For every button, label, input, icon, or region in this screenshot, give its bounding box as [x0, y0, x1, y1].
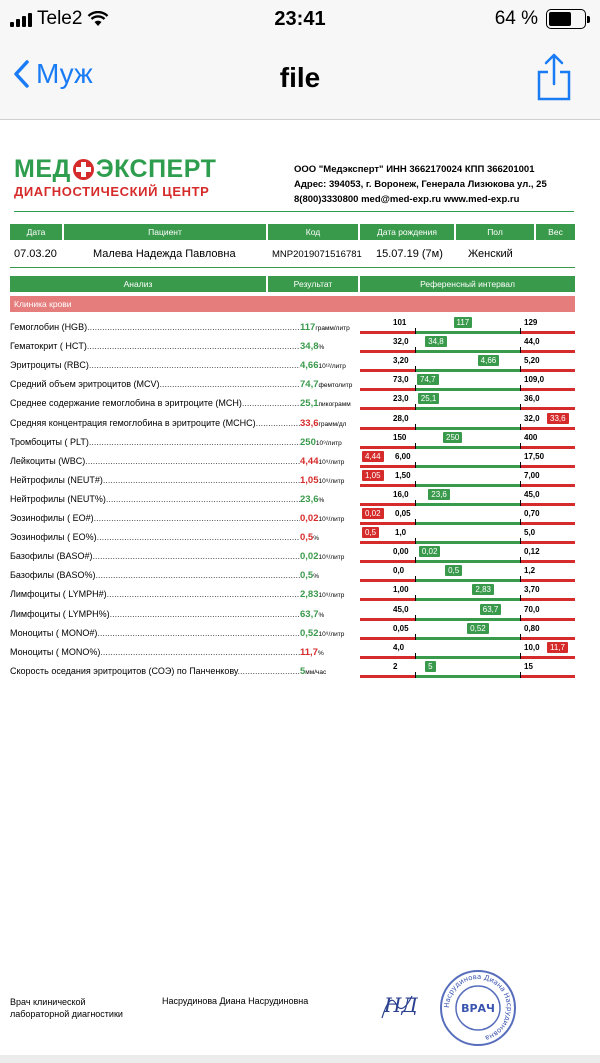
carrier-name: Tele2: [37, 8, 83, 29]
company-info: ООО "Медэксперт" ИНН 3662170024 КПП 366201001 Адрес: 394053, г. Воронеж, Генерала Лизюкова ул., 25 8(800)3330800 med@med-exp.ru www.med-exp.ru: [294, 164, 547, 205]
result-marker: 5: [425, 661, 435, 672]
result-value: 0,0210⁹/литр: [300, 551, 345, 563]
normal-range-bar: [415, 350, 520, 353]
result-value: 2,8310⁹/литр: [300, 589, 345, 601]
reference-high: 5,0: [524, 528, 536, 538]
result-value: 117грамм/литр: [300, 322, 350, 333]
reference-scale: [360, 564, 575, 582]
analysis-name: Нейтрофилы (NEUT#) .....: [10, 475, 300, 485]
result-value: 0,5%: [300, 570, 319, 582]
range-tick: [415, 385, 416, 391]
result-unit: 10⁹/литр: [315, 439, 342, 447]
reference-high: 0,12: [524, 547, 540, 557]
reference-low: 16,0: [393, 489, 409, 499]
normal-range-bar: [415, 560, 520, 563]
footer: [10, 972, 590, 1056]
section-title: Клиника крови: [10, 296, 575, 312]
brand-logo: МЕД ЭКСПЕРТ ДИАГНОСТИЧЕСКИЙ ЦЕНТР: [14, 156, 276, 199]
clock: 23:41: [274, 8, 326, 30]
svg-text:Насрудинова Диана Насрудиновна: Насрудинова Диана Насрудиновна: [442, 972, 514, 1043]
reference-high: 44,0: [524, 337, 540, 347]
analysis-name: Базофилы (BASO%) .....: [10, 570, 300, 580]
results-header: Анализ Результат Референсный интервал: [10, 276, 575, 292]
reference-scale: [360, 488, 575, 506]
result-row: [10, 603, 575, 621]
analysis-name: Средняя концентрация гемоглобина в эритроците (MCHC) .....: [10, 418, 300, 428]
reference-scale: [360, 660, 575, 678]
range-tick: [520, 328, 521, 334]
reference-low: 1,50: [395, 470, 411, 480]
result-unit: грамм/дл: [318, 420, 347, 428]
normal-range-bar: [415, 618, 520, 621]
result-unit: фемтолитр: [318, 382, 353, 390]
reference-high: 7,00: [524, 470, 540, 480]
normal-range-bar: [415, 331, 520, 334]
result-row: [10, 373, 575, 391]
analysis-name: Моноциты ( MONO%) .....: [10, 647, 300, 657]
reference-scale: [360, 354, 575, 372]
result-row: [10, 469, 575, 487]
result-marker: 0,02: [362, 508, 384, 519]
document-header: [14, 156, 574, 212]
range-tick: [415, 462, 416, 468]
result-row: [10, 335, 575, 353]
reference-high: 1,2: [524, 566, 536, 576]
result-value: 1,0510⁹/литр: [300, 474, 345, 486]
normal-range-bar: [415, 484, 520, 487]
analysis-name: Скорость оседания эритроцитов (СОЭ) по Панченкову .....: [10, 666, 300, 676]
result-unit: пикограмм: [318, 401, 351, 409]
result-marker: 2,83: [472, 584, 494, 595]
range-tick: [415, 672, 416, 678]
range-tick: [520, 595, 521, 601]
analysis-name: Эритроциты (RBC) .....: [10, 360, 300, 370]
result-unit: %: [313, 573, 319, 581]
range-tick: [520, 347, 521, 353]
result-value: 34,8%: [300, 341, 325, 353]
analysis-name: Эозинофилы ( EO#) .....: [10, 513, 300, 523]
normal-range-bar: [415, 427, 520, 430]
reference-low: 0,00: [393, 547, 409, 557]
range-tick: [415, 481, 416, 487]
reference-scale: [360, 603, 575, 621]
range-tick: [520, 615, 521, 621]
reference-low: 45,0: [393, 604, 409, 614]
reference-high: 15: [524, 661, 533, 671]
result-row: [10, 354, 575, 372]
back-label: Муж: [36, 58, 93, 89]
battery-percent: 64 %: [494, 8, 538, 29]
reference-low: 2: [393, 661, 398, 671]
range-tick: [520, 557, 521, 563]
result-row: [10, 392, 575, 410]
range-tick: [415, 538, 416, 544]
result-value: 4,4410⁹/литр: [300, 455, 345, 467]
reference-high: 400: [524, 432, 538, 442]
result-unit: %: [313, 535, 319, 543]
result-marker: 4,66: [478, 355, 500, 366]
result-value: 25010⁹/литр: [300, 436, 342, 448]
reference-high: 109,0: [524, 375, 545, 385]
range-tick: [520, 443, 521, 449]
result-marker: 11,7: [547, 642, 568, 653]
reference-low: 28,0: [393, 413, 409, 423]
result-unit: грамм/литр: [315, 325, 350, 332]
result-row: [10, 507, 575, 525]
visit-date: 07.03.20: [14, 248, 57, 260]
reference-scale: [360, 316, 575, 334]
result-marker: 34,8: [425, 336, 447, 347]
result-unit: %: [318, 611, 325, 619]
reference-low: 101: [393, 318, 407, 327]
range-tick: [415, 557, 416, 563]
navigation-bar: [0, 40, 600, 120]
result-marker: 33,6: [547, 413, 569, 424]
normal-range-bar: [415, 598, 520, 601]
reference-high: 0,80: [524, 623, 540, 633]
result-marker: 25,1: [418, 393, 440, 404]
analysis-name: Тромбоциты ( PLT) .....: [10, 437, 300, 447]
result-value: 63,7%: [300, 608, 325, 620]
reference-scale: [360, 335, 575, 353]
reference-low: 32,0: [393, 337, 409, 347]
result-value: 33,6грамм/дл: [300, 417, 347, 429]
result-row: [10, 316, 575, 334]
result-marker: 117: [454, 317, 473, 328]
result-value: 5мм/час: [300, 665, 327, 677]
patient-header: Дата Пациент Код Дата рождения Пол Вес: [10, 224, 575, 240]
range-tick: [415, 595, 416, 601]
reference-scale: [360, 431, 575, 449]
medical-cross-icon: [73, 159, 94, 180]
doctor-position: Врач клинической лабораторной диагностики: [10, 997, 123, 1019]
patient-name: Малева Надежда Павловна: [93, 248, 236, 260]
svg-text:ВРАЧ: ВРАЧ: [461, 1002, 495, 1015]
divider: [10, 267, 575, 268]
range-tick: [415, 576, 416, 582]
range-tick: [415, 404, 416, 410]
result-unit: %: [318, 344, 325, 352]
range-tick: [520, 385, 521, 391]
analysis-name: Нейтрофилы (NEUT%) .....: [10, 494, 300, 504]
status-bar: [0, 0, 600, 40]
range-tick: [415, 328, 416, 334]
reference-high: 129: [524, 318, 538, 327]
analysis-name: Лимфоциты ( LYMPH%) .....: [10, 609, 300, 619]
range-tick: [415, 500, 416, 506]
result-row: [10, 622, 575, 640]
result-value: 74,7фемтолитр: [300, 379, 353, 391]
reference-low: 3,20: [393, 356, 409, 366]
normal-range-bar: [415, 446, 520, 449]
range-tick: [520, 519, 521, 525]
analysis-name: Лейкоциты (WBC) .....: [10, 456, 300, 466]
normal-range-bar: [415, 541, 520, 544]
result-unit: 10⁹/литр: [318, 516, 345, 523]
result-marker: 0,52: [467, 623, 489, 634]
normal-range-bar: [415, 465, 520, 468]
result-row: [10, 488, 575, 506]
back-button[interactable]: [14, 58, 93, 90]
range-tick: [520, 481, 521, 487]
result-row: [10, 564, 575, 582]
result-value: 23,6%: [300, 493, 325, 505]
result-value: 0,0210⁹/литр: [300, 513, 345, 524]
result-row: [10, 641, 575, 659]
doctor-name: Насрудинова Диана Насрудиновна: [162, 996, 309, 1006]
bottom-toolbar-edge: [0, 1055, 600, 1063]
result-row: [10, 545, 575, 563]
patient-sex: Женский: [468, 248, 513, 260]
range-tick: [520, 404, 521, 410]
range-tick: [415, 653, 416, 659]
reference-high: 10,0: [524, 642, 540, 652]
signature: [378, 984, 422, 1024]
birth-date: 15.07.19 (7м): [376, 248, 443, 260]
reference-low: 0,05: [395, 509, 411, 518]
result-unit: мм/час: [305, 668, 327, 676]
result-row: [10, 450, 575, 468]
reference-scale: [360, 583, 575, 601]
result-unit: 10¹²/литр: [318, 363, 346, 371]
result-marker: 250: [443, 432, 462, 443]
result-marker: 1,05: [362, 470, 384, 481]
range-tick: [415, 347, 416, 353]
result-marker: 63,7: [480, 604, 502, 615]
normal-range-bar: [415, 522, 520, 525]
patient-info-row: [10, 248, 575, 264]
document-viewer[interactable]: [0, 120, 600, 1055]
range-tick: [520, 576, 521, 582]
reference-high: 17,50: [524, 451, 545, 461]
reference-scale: [360, 641, 575, 659]
reference-high: 36,0: [524, 394, 540, 404]
reference-scale: [360, 545, 575, 563]
reference-low: 0,05: [393, 623, 409, 633]
reference-low: 1,00: [393, 585, 409, 595]
result-unit: 10⁹/литр: [318, 630, 345, 638]
battery-icon: [546, 9, 586, 29]
result-marker: 4,44: [362, 451, 384, 462]
result-row: [10, 583, 575, 601]
reference-scale: [360, 622, 575, 640]
logo-subtitle: ДИАГНОСТИЧЕСКИЙ ЦЕНТР: [14, 184, 210, 199]
analysis-name: Гематокрит ( HCT) .....: [10, 341, 300, 351]
range-tick: [520, 538, 521, 544]
normal-range-bar: [415, 407, 520, 410]
range-tick: [520, 500, 521, 506]
range-tick: [415, 424, 416, 430]
result-marker: 74,7: [417, 374, 439, 385]
reference-low: 4,0: [393, 642, 405, 652]
analysis-name: Среднее содержание гемоглобина в эритроците (MCH) .....: [10, 398, 300, 408]
result-unit: 10⁹/литр: [318, 477, 345, 485]
result-value: 25,1пикограмм: [300, 398, 351, 410]
reference-scale: [360, 392, 575, 410]
normal-range-bar: [415, 637, 520, 640]
chevron-left-icon: [14, 60, 30, 88]
reference-scale: [360, 526, 575, 544]
result-marker: 0,5: [362, 527, 379, 538]
range-tick: [520, 653, 521, 659]
normal-range-bar: [415, 675, 520, 678]
reference-scale: [360, 373, 575, 391]
result-value: 0,5%: [300, 532, 319, 544]
reference-low: 150: [393, 432, 407, 442]
result-unit: %: [317, 649, 324, 657]
analysis-name: Моноциты ( MONO#) .....: [10, 628, 300, 638]
reference-low: 0,0: [393, 566, 405, 576]
share-button[interactable]: [536, 52, 572, 107]
range-tick: [415, 443, 416, 449]
reference-high: 5,20: [524, 356, 540, 366]
result-row: [10, 526, 575, 544]
result-value: 4,6610¹²/литр: [300, 360, 346, 372]
reference-scale: [360, 469, 575, 487]
reference-low: 23,0: [393, 394, 409, 404]
reference-high: 45,0: [524, 489, 540, 499]
reference-scale: [360, 507, 575, 525]
result-unit: 10⁹/литр: [318, 554, 345, 562]
range-tick: [415, 519, 416, 525]
normal-range-bar: [415, 503, 520, 506]
range-tick: [415, 634, 416, 640]
reference-low: 1,0: [395, 528, 407, 538]
reference-low: 6,00: [395, 451, 411, 461]
battery: [495, 8, 586, 30]
analysis-name: Гемоглобин (HGB) .....: [10, 322, 300, 332]
result-unit: 10⁹/литр: [318, 458, 345, 466]
analysis-name: Базофилы (BASO#) .....: [10, 551, 300, 561]
result-marker: 0,5: [445, 565, 462, 576]
page-title: file: [279, 62, 321, 93]
range-tick: [415, 615, 416, 621]
result-row: [10, 660, 575, 678]
range-tick: [520, 672, 521, 678]
reference-high: 3,70: [524, 585, 540, 595]
reference-scale: [360, 450, 575, 468]
result-marker: 0,02: [419, 546, 441, 557]
svg-text:НД: НД: [384, 993, 418, 1017]
normal-range-bar: [415, 369, 520, 372]
analysis-name: Средний объем эритроцитов (MCV) .....: [10, 379, 300, 389]
result-value: 0,5210⁹/литр: [300, 627, 345, 639]
normal-range-bar: [415, 579, 520, 582]
analysis-name: Эозинофилы ( EO%) .....: [10, 532, 300, 542]
doctor-stamp: [438, 968, 518, 1048]
result-row: [10, 412, 575, 430]
range-tick: [520, 462, 521, 468]
normal-range-bar: [415, 388, 520, 391]
result-unit: %: [318, 496, 325, 504]
reference-scale: [360, 412, 575, 430]
result-value: 11,7%: [300, 646, 324, 658]
normal-range-bar: [415, 656, 520, 659]
reference-high: 32,0: [524, 413, 540, 423]
range-tick: [415, 366, 416, 372]
share-icon: [536, 52, 572, 102]
range-tick: [520, 366, 521, 372]
range-tick: [520, 634, 521, 640]
result-marker: 23,6: [428, 489, 450, 500]
reference-high: 0,70: [524, 509, 540, 518]
patient-code: MNP2019071516781: [272, 249, 362, 260]
analysis-name: Лимфоциты ( LYMPH#) .....: [10, 589, 300, 599]
range-tick: [520, 424, 521, 430]
result-row: [10, 431, 575, 449]
result-unit: 10⁹/литр: [318, 592, 345, 600]
reference-low: 73,0: [393, 375, 409, 385]
reference-high: 70,0: [524, 604, 540, 614]
